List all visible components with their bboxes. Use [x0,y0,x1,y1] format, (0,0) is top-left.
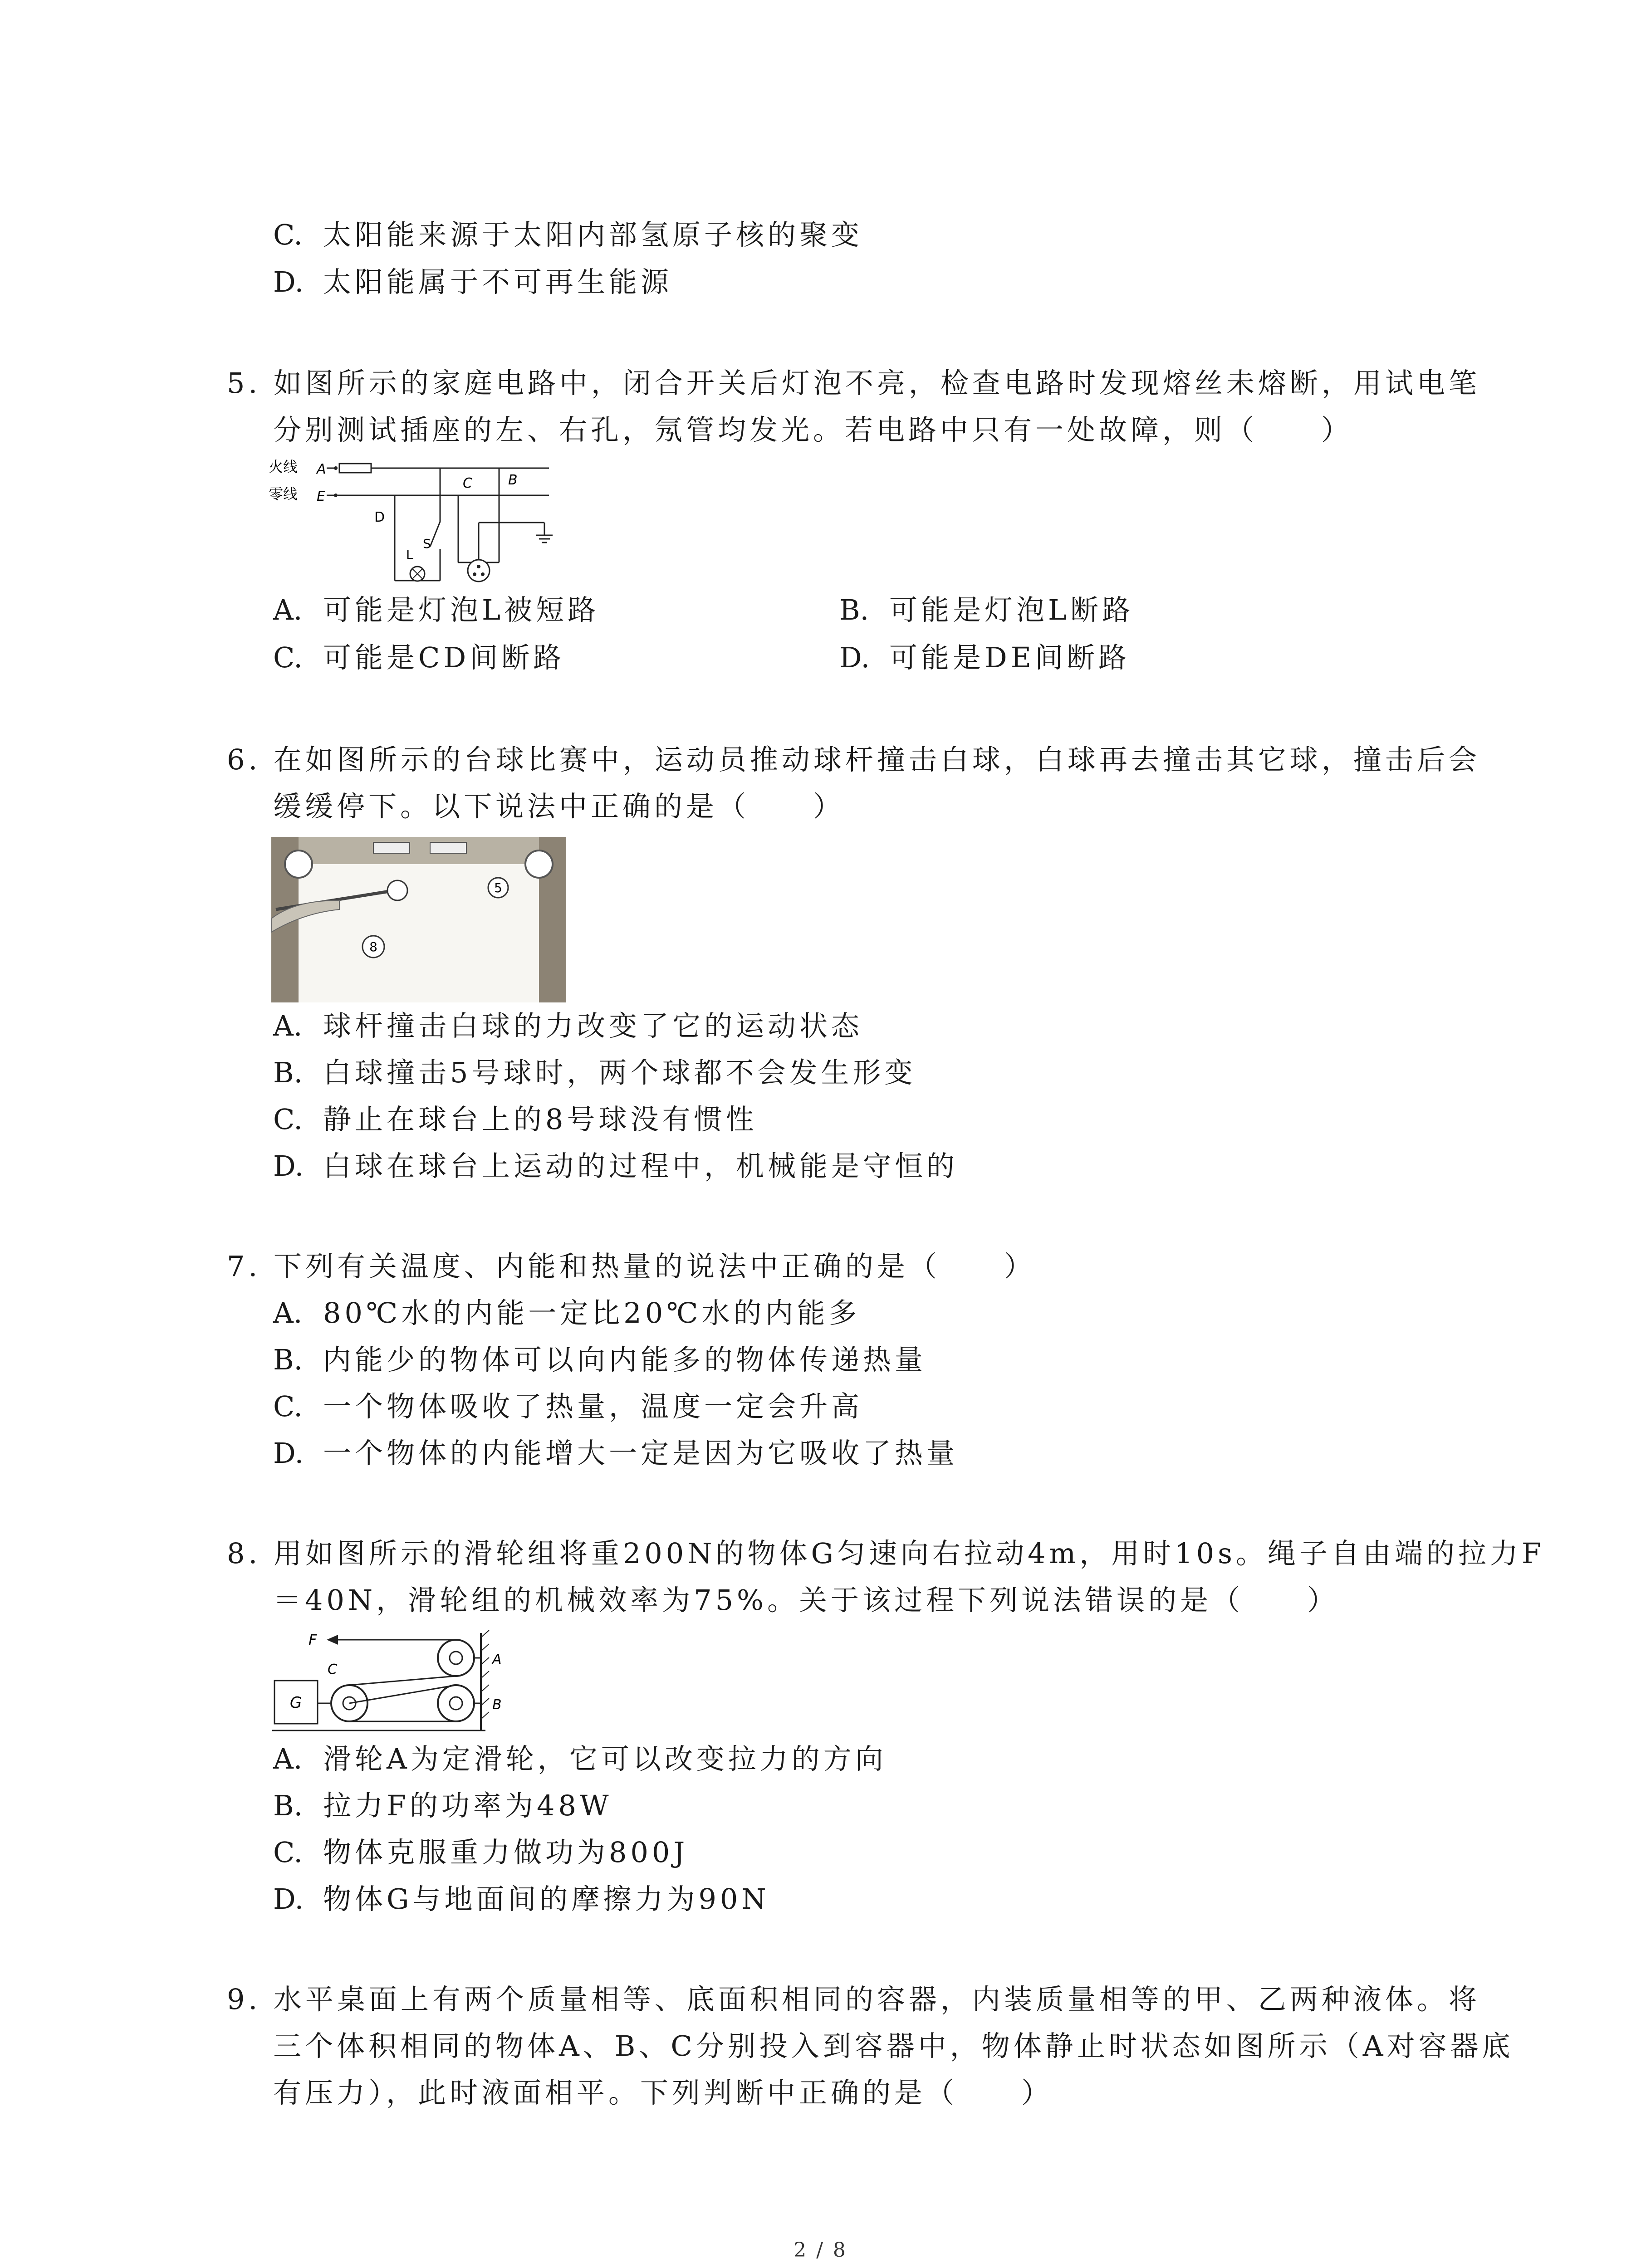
q5-lamp-label: L [406,547,413,562]
q7-option-d-text: 一个物体的内能增大一定是因为它吸收了热量 [323,1437,959,1470]
page-number: 2 / 8 [794,2239,847,2262]
q6-option-b-text: 白球撞击5号球时，两个球都不会发生形变 [323,1056,916,1089]
q5-option-b-letter: B. [839,593,869,626]
q8-pulley-a-label: A [492,1652,502,1667]
q6-option-a-text: 球杆撞击白球的力改变了它的运动状态 [323,1009,863,1042]
q5-option-d-text: 可能是DE间断路 [889,641,1130,674]
q5-option-a-text: 可能是灯泡L被短路 [323,593,600,626]
q5-option-b-text: 可能是灯泡L断路 [889,593,1134,626]
q6-option-c-letter: C. [273,1103,303,1136]
q9-stem-line3: 有压力），此时液面相平。下列判断中正确的是（ ） [273,2076,1053,2109]
q4-option-c [273,217,863,253]
q6-billiards-figure [271,837,566,1002]
q5-point-b-label: B [508,472,518,488]
q6-option-a-letter: A. [273,1009,303,1042]
q5-option-c-letter: C. [273,641,303,674]
q7-option-a-letter: A. [273,1296,303,1330]
q8-pulley-figure [272,1628,508,1733]
q5-neutral-wire-label: 零线 [269,485,298,503]
q8-option-c-letter: C. [273,1836,303,1869]
q5-socket [468,560,490,582]
q8-pulley-c-label: C [328,1662,337,1677]
q7-option-b-text: 内能少的物体可以向内能多的物体传递热量 [323,1343,927,1376]
q7-option-c-letter: C. [273,1390,303,1423]
q6-option-d-letter: D. [273,1149,304,1183]
q6-ball-8-label: 8 [369,939,377,954]
q5-option-c-text: 可能是CD间断路 [323,641,565,674]
q5-option-a [273,592,599,628]
q6-option-c [273,1101,757,1138]
q5-live-wire-label: 火线 [269,458,298,475]
q4-option-d-letter: D. [273,265,304,298]
q8-force-arrow [327,1635,338,1645]
q6-ball-5-label: 5 [494,880,502,895]
q6-cue-ball [387,880,407,900]
q7-option-b-letter: B. [273,1343,303,1376]
q8-option-b [273,1788,612,1824]
q5-point-a-label: A [317,461,326,477]
q5-stem-line2: 分别测试插座的左、右孔，氖管均发光。若电路中只有一处故障，则（ ） [273,413,1353,446]
q6-option-a [273,1008,863,1044]
q5-option-b [839,592,1134,628]
q8-object-g-label: G [289,1694,302,1712]
q4-option-c-text: 太阳能来源于太阳内部氢原子核的聚变 [323,218,863,251]
q5-switch-label: S [423,536,431,551]
q5-point-c-label: C [463,475,472,491]
q5-circuit-diagram [268,454,576,590]
q6-table-top-rail [271,837,566,864]
q7-option-a [273,1295,861,1331]
q4-option-c-letter: C. [273,218,303,251]
q7-option-b [273,1342,926,1378]
q5-option-d-letter: D. [839,641,870,674]
q7-option-d [273,1435,958,1471]
q6-option-b-letter: B. [273,1056,303,1089]
q8-option-b-text: 拉力F的功率为48W [323,1789,612,1822]
q6-option-d [273,1148,958,1184]
q8-pulley-b-label: B [492,1697,502,1713]
q7-option-c-text: 一个物体吸收了热量，温度一定会升高 [323,1390,863,1423]
q5-stem-line1: 5. 如图所示的家庭电路中，闭合开关后灯泡不亮，检查电路时发现熔丝未熔断，用试电笔 [227,367,1480,400]
q8-option-a-text: 滑轮A为定滑轮，它可以改变拉力的方向 [323,1742,887,1775]
q8-option-a [273,1741,887,1777]
q5-option-a-letter: A. [273,593,303,626]
q5-fuse [339,464,371,473]
q7-option-d-letter: D. [273,1437,304,1470]
q5-option-c [273,640,565,676]
q8-option-b-letter: B. [273,1789,303,1822]
q8-option-d [273,1881,770,1917]
q6-option-c-text: 静止在球台上的8号球没有惯性 [323,1103,758,1136]
q8-stem-line2: ＝40N，滑轮组的机械效率为75%。关于该过程下列说法错误的是（ ） [273,1584,1339,1617]
q7-option-a-text: 80℃水的内能一定比20℃水的内能多 [323,1296,861,1330]
q4-option-d [273,264,672,300]
q5-option-d [839,640,1130,676]
q6-stem-line2: 缓缓停下。以下说法中正确的是（ ） [273,790,845,823]
q6-stem-line1: 6. 在如图所示的台球比赛中，运动员推动球杆撞击白球，白球再去撞击其它球，撞击后会 [227,743,1480,776]
q7-option-c [273,1388,863,1425]
q5-switch [430,522,440,547]
q6-pocket-left [285,850,312,878]
q9-stem-line2: 三个体积相同的物体A、B、C分别投入到容器中，物体静止时状态如图所示（A对容器底 [273,2029,1514,2063]
q5-point-e-label: E [317,489,325,504]
q6-option-b [273,1055,916,1091]
q9-stem-line1: 9. 水平桌面上有两个质量相等、底面积相同的容器，内装质量相等的甲、乙两种液体。将 [227,1983,1480,2016]
q8-stem-line1: 8. 用如图所示的滑轮组将重200N的物体G匀速向右拉动4m，用时10s。绳子自由端的拉力F [227,1537,1545,1570]
q6-option-d-text: 白球在球台上运动的过程中，机械能是守恒的 [323,1149,959,1183]
q8-option-a-letter: A. [273,1742,303,1775]
q4-option-d-text: 太阳能属于不可再生能源 [323,265,673,298]
q8-option-d-text: 物体G与地面间的摩擦力为90N [323,1882,770,1916]
q8-option-c-text: 物体克服重力做功为800J [323,1836,689,1869]
q8-option-c [273,1834,688,1871]
q6-pocket-right [525,850,553,878]
q7-stem-line1: 7. 下列有关温度、内能和热量的说法中正确的是（ ） [227,1250,1036,1283]
q5-point-d-label: D [374,509,385,525]
q8-option-d-letter: D. [273,1882,304,1916]
q8-force-label: F [309,1631,317,1648]
